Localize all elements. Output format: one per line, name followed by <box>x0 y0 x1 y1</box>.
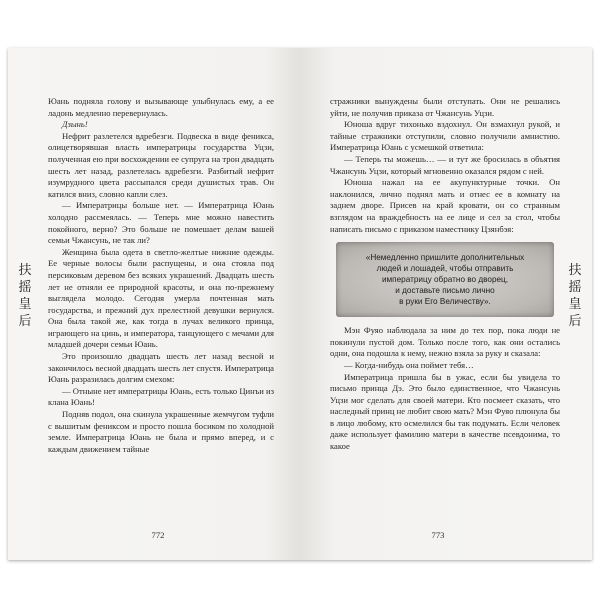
side-title-char: 皇 <box>568 297 582 312</box>
scroll-line: в руки Его Величеству». <box>399 297 491 307</box>
paragraph: Мэн Фуяо наблюдала за ним до тех пор, пока люди не покинули пустой дом. Только после того, как они остались одни, она подошла к нему, нежно взяла за руку и сказала: <box>330 325 560 359</box>
page-number: 772 <box>151 530 165 540</box>
right-page-text <box>330 96 560 453</box>
paragraph: Подняв подол, она скинула украшенные жемчугом туфли с вышитым фениксом и просто пошла босиком по холодной земле. Императрица Юань не была и прямо вперед, и с каждым движением тайные <box>48 409 274 454</box>
side-title-char: 摇 <box>568 280 582 295</box>
paragraph: Это произошло двадцать шесть лет назад весной и закончилось весной двадцать шесть лет спустя. Императрица Юань разразилась долгим смехом: <box>48 351 274 385</box>
right-side-title <box>568 262 582 330</box>
paragraph: Юань подняла голову и вызывающе улыбнулась ему, а ее ладонь медленно перевернулась. <box>48 96 274 118</box>
scroll-line: людей и лошадей, чтобы отправить <box>376 264 514 274</box>
scroll-line: императрицу обратно во дворец, <box>381 275 509 285</box>
page-number: 773 <box>431 530 445 540</box>
side-title-char: 摇 <box>18 280 32 295</box>
side-title-char: 后 <box>568 314 582 329</box>
paragraph: Дзынь! <box>62 119 88 130</box>
paragraph: — Отныне нет императрицы Юань, есть только Цинъи из клана Юань! <box>48 385 274 408</box>
paragraph: Юноша нажал на ее акупунктурные точки. Он наклонился, лично поднял мать и отнес ее в комнату на заднем дворе. Присев на край кровати, он со странным взглядом на враждебность на ее лице и сел за стол, чтобы написать письмо с приказом наместнику Цзянбэя: <box>330 177 560 234</box>
paragraph: Женщина была одета в светло-желтые нижние одежды. Ее черные волосы были распущены, и она стояла под персиковым деревом без всяких украшений. Двадцать шесть лет не отняли ее природной красоты, и она по-прежнему выглядела молодо. Сегодня умерла почтенная мать государства, и прежний дух прелестной девушки вернулся. Она была такой же, как тогда в лучах великого принца, играющего на цинь, и императора, танцующего с мечами для младшей дочери семьи Юань. <box>48 246 274 350</box>
scroll-line: и доставьте письмо лично <box>395 286 495 296</box>
left-page-text <box>48 96 274 455</box>
left-side-title <box>18 262 32 330</box>
open-book <box>8 48 592 560</box>
paragraph: Императрица пришла бы в ужас, если бы увидела то письмо принца Дэ. Это было единственное, что Чжансунь Уцзи мог сделать для своей матери. Кто посмеет сказать, что наследный принц не любит свою мать? Мэн Фуяо плюнула бы в лицо любому, кто осмелился бы так подумать. Если человек даже использует фамилию матери в качестве псевдонима, то какое <box>330 371 560 452</box>
paragraph: — Теперь ты можешь… — и тут же бросилась в объятия Чжансунь Уцзи, который мгновенно оказался рядом с ней. <box>330 153 560 176</box>
letter-scroll <box>336 242 554 317</box>
paragraph: — Когда-нибудь она поймет тебя… <box>344 359 474 370</box>
side-title-char: 皇 <box>18 297 32 312</box>
side-title-char: 扶 <box>18 263 32 278</box>
paragraph: стражники вынуждены были отступать. Они не решались уйти, не получив приказа от Чжансунь Уцзи. <box>330 96 560 118</box>
paragraph: Юноша вдруг тихонько вздохнул. Он взмахнул рукой, и тайные стражники отступили, словно получили амнистию. Императрица Юань с усмешкой ответила: <box>330 119 560 153</box>
left-page <box>8 48 300 560</box>
paragraph: Нефрит разлетелся вдребезги. Подвеска в виде феникса, олицетворявшая власть императрицы государства Уцзи, полученная ею при восхождении ее супруга на трон двадцать шесть лет назад, разлетелась вдребезги. Разбитый нефрит изумрудного цвета рассыпался среди душистых трав. Он катился вниз, словно капли слез. <box>48 130 274 199</box>
side-title-char: 扶 <box>568 263 582 278</box>
side-title-char: 后 <box>18 314 32 329</box>
scroll-line: «Немедленно пришлите дополнительных <box>365 253 525 263</box>
right-page <box>300 48 592 560</box>
paragraph: — Императрицы больше нет. — Императрица Юань холодно рассмеялась. — Теперь мне можно навестить покойного, верно? Это больше не помешает делам вашей семьи Чжансунь, не так ли? <box>48 200 274 246</box>
